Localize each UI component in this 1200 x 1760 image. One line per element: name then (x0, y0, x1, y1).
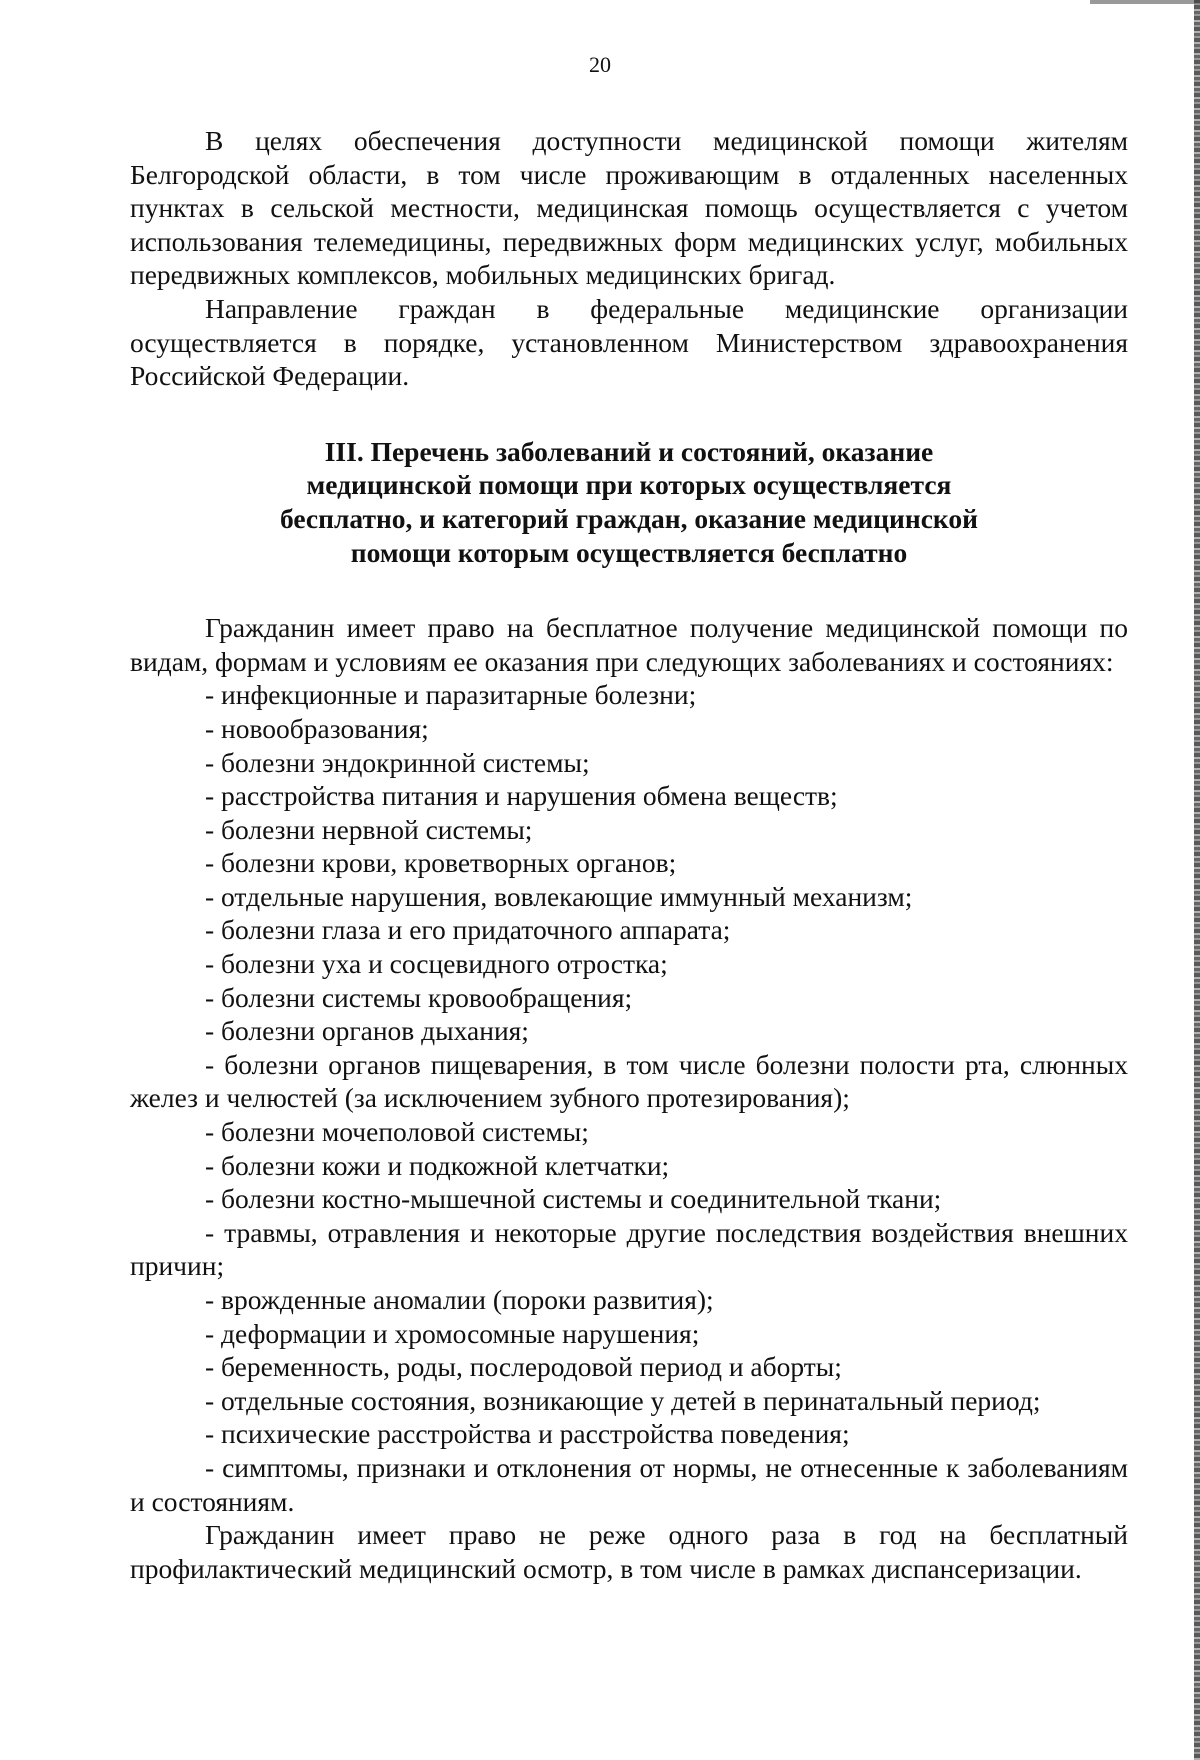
list-item: - отдельные состояния, возникающие у детей в перинатальный период; (205, 1384, 1041, 1416)
list-item: - травмы, отравления и некоторые другие последствия воздействия внешних причин; (130, 1216, 1128, 1282)
paragraph-telemedicine: В целях обеспечения доступности медицинской помощи жителям Белгородской области, в том числе проживающим в отдаленных населенных пунктах в сельской местности, медицинская помощь осуществляется с учетом использования телемедицины, передвижных форм медицинских услуг, мобильных передвижных комплексов, мобильных медицинских бригад. (130, 125, 1128, 291)
list-item: - деформации и хромосомные нарушения; (205, 1317, 700, 1349)
heading-line: медицинской помощи при которых осуществляется (306, 469, 952, 501)
list-item: - болезни уха и сосцевидного отростка; (205, 948, 668, 980)
list-item: - врожденные аномалии (пороки развития); (205, 1284, 714, 1315)
document-body (130, 124, 1128, 1585)
list-item: - болезни органов дыхания; (205, 1015, 529, 1047)
list-item: - новообразования; (205, 712, 429, 744)
list-item: - болезни мочеполовой системы; (205, 1116, 589, 1148)
paragraph-preventive-exam: Гражданин имеет право не реже одного раза в год на бесплатный профилактический медицинский осмотр, в том числе в рамках диспансеризации. (130, 1519, 1128, 1584)
heading-line: III. Перечень заболеваний и состояний, оказание (324, 435, 934, 467)
heading-line: помощи которым осуществляется бесплатно (350, 536, 908, 568)
scan-edge-top (1090, 0, 1200, 4)
list-item: - болезни органов пищеварения, в том числе болезни полости рта, слюнных желез и челюстей (за исключением зубного протезирования); (130, 1048, 1128, 1114)
page-number: 20 (589, 52, 611, 77)
list-item: - болезни кожи и подкожной клетчатки; (205, 1149, 670, 1181)
heading-line: бесплатно, и категорий граждан, оказание медицинской (280, 502, 978, 534)
list-item: - беременность, роды, послеродовой период и аборты; (205, 1351, 842, 1383)
list-item: - болезни костно-мышечной системы и соединительной ткани; (205, 1183, 942, 1215)
list-item: - инфекционные и паразитарные болезни; (205, 679, 697, 711)
list-item: - психические расстройства и расстройства поведения; (205, 1418, 850, 1450)
list-item: - расстройства питания и нарушения обмена веществ; (205, 780, 838, 812)
list-item: - симптомы, признаки и отклонения от нормы, не отнесенные к заболеваниям и состояниям. (130, 1451, 1128, 1517)
scan-edge-right (1194, 0, 1200, 1760)
list-item: - болезни эндокринной системы; (205, 746, 590, 778)
list-item: - болезни крови, кроветворных органов; (205, 847, 677, 879)
paragraph-federal-referral: Направление граждан в федеральные медицинские организации осуществляется в порядке, установленном Министерством здравоохранения Российской Федерации. (130, 292, 1128, 392)
list-item: - отдельные нарушения, вовлекающие иммунный механизм; (205, 880, 913, 912)
list-item: - болезни нервной системы; (205, 813, 533, 845)
list-item: - болезни системы кровообращения; (205, 981, 633, 1013)
list-item: - болезни глаза и его придаточного аппарата; (205, 914, 731, 946)
conditions-list (130, 678, 1128, 1518)
section-heading (130, 435, 1128, 569)
paragraph-intro: Гражданин имеет право на бесплатное получение медицинской помощи по видам, формам и условиям ее оказания при следующих заболеваниях и состояниях: (130, 612, 1128, 677)
